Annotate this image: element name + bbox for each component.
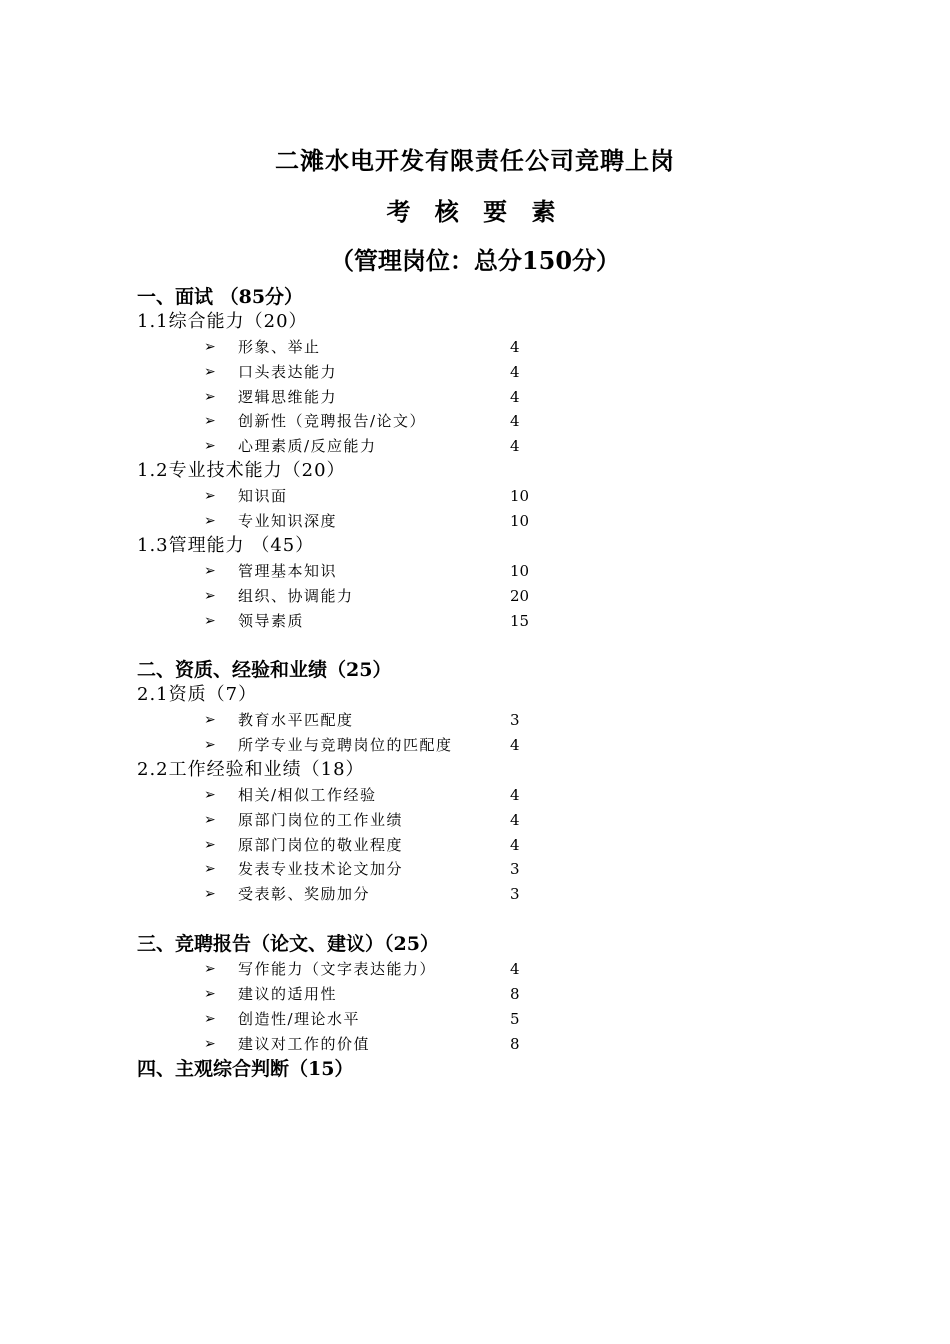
item-label: 受表彰、奖励加分 [238,885,371,904]
section-heading: 二、资质、经验和业绩（25） [137,659,392,682]
list-item [137,385,837,410]
list-item [137,434,837,459]
item-label: 创造性/理论水平 [238,1009,361,1028]
item-points: 4 [510,835,520,854]
item-label: 创新性（竞聘报告/论文） [238,412,427,431]
list-item [137,808,837,833]
item-label: 心理素质/反应能力 [238,437,377,456]
subsection-heading: 2.2工作经验和业绩（18） [137,758,365,780]
item-label: 写作能力（文字表达能力） [238,960,437,979]
item-points: 5 [510,1009,520,1028]
item-points: 10 [510,561,530,580]
list-item [137,559,837,584]
item-label: 原部门岗位的工作业绩 [238,810,404,829]
item-label: 管理基本知识 [238,561,338,580]
arrow-bullet-icon: ➢ [204,413,218,430]
arrow-bullet-icon: ➢ [204,861,218,878]
item-points: 3 [510,711,520,730]
arrow-bullet-icon: ➢ [204,786,218,803]
list-item [137,833,837,858]
section-heading: 一、面试 （85分） [137,286,304,308]
item-label: 逻辑思维能力 [238,387,338,406]
list-item [137,857,837,882]
list-item [137,733,837,758]
item-label: 相关/相似工作经验 [238,785,377,804]
item-points: 4 [510,362,520,381]
arrow-bullet-icon: ➢ [204,438,218,455]
item-label: 形象、举止 [238,337,321,356]
arrow-bullet-icon: ➢ [204,363,218,380]
item-points: 8 [510,984,520,1003]
list-item [137,360,837,385]
item-points: 20 [510,586,530,605]
item-points: 4 [510,387,520,406]
subsection-heading: 2.1资质（7） [137,684,258,706]
list-item [137,708,837,733]
arrow-bullet-icon: ➢ [204,886,218,903]
list-item [137,509,837,534]
list-item [137,409,837,434]
list-item [137,1032,837,1057]
item-label: 发表专业技术论文加分 [238,860,404,879]
score-summary: （管理岗位：总分150分） [329,246,621,275]
list-item [137,957,837,982]
arrow-bullet-icon: ➢ [204,1010,218,1027]
list-item [137,1007,837,1032]
arrow-bullet-icon: ➢ [204,562,218,579]
arrow-bullet-icon: ➢ [204,961,218,978]
arrow-bullet-icon: ➢ [204,488,218,505]
item-points: 4 [510,785,520,804]
subsection-heading: 1.2专业技术能力（20） [137,460,346,482]
list-item [137,783,837,808]
item-label: 组织、协调能力 [238,586,354,605]
spacer [137,907,837,932]
arrow-bullet-icon: ➢ [204,513,218,530]
item-label: 专业知识深度 [238,512,338,531]
subsection-heading: 1.1综合能力（20） [137,310,308,332]
item-points: 4 [510,337,520,356]
item-points: 3 [510,885,520,904]
arrow-bullet-icon: ➢ [204,737,218,754]
section-heading: 四、主观综合判断（15） [137,1057,354,1080]
item-label: 建议的适用性 [238,984,338,1003]
spacer [137,633,837,658]
item-points: 4 [510,412,520,431]
item-points: 4 [510,960,520,979]
item-points: 4 [510,736,520,755]
document-title: 二滩水电开发有限责任公司竞聘上岗 [275,146,675,175]
arrow-bullet-icon: ➢ [204,612,218,629]
item-points: 4 [510,437,520,456]
list-item [137,882,837,907]
item-label: 领导素质 [238,611,305,630]
item-label: 口头表达能力 [238,362,338,381]
arrow-bullet-icon: ➢ [204,836,218,853]
arrow-bullet-icon: ➢ [204,587,218,604]
item-label: 知识面 [238,487,288,506]
arrow-bullet-icon: ➢ [204,338,218,355]
section-heading: 三、竞聘报告（论文、建议）（25） [137,933,439,956]
list-item [137,335,837,360]
arrow-bullet-icon: ➢ [204,712,218,729]
arrow-bullet-icon: ➢ [204,388,218,405]
item-points: 3 [510,860,520,879]
arrow-bullet-icon: ➢ [204,811,218,828]
list-item [137,584,837,609]
item-label: 原部门岗位的敬业程度 [238,835,404,854]
item-label: 建议对工作的价值 [238,1034,371,1053]
arrow-bullet-icon: ➢ [204,1035,218,1052]
arrow-bullet-icon: ➢ [204,985,218,1002]
item-label: 所学专业与竞聘岗位的匹配度 [238,736,453,755]
item-label: 教育水平匹配度 [238,711,354,730]
document-subtitle: 考 核 要 素 [386,197,564,226]
list-item [137,484,837,509]
item-points: 4 [510,810,520,829]
item-points: 10 [510,487,530,506]
list-item [137,609,837,634]
item-points: 10 [510,512,530,531]
assessment-list [137,285,837,1082]
list-item [137,982,837,1007]
item-points: 15 [510,611,530,630]
item-points: 8 [510,1034,520,1053]
subsection-heading: 1.3管理能力 （45） [137,534,315,556]
